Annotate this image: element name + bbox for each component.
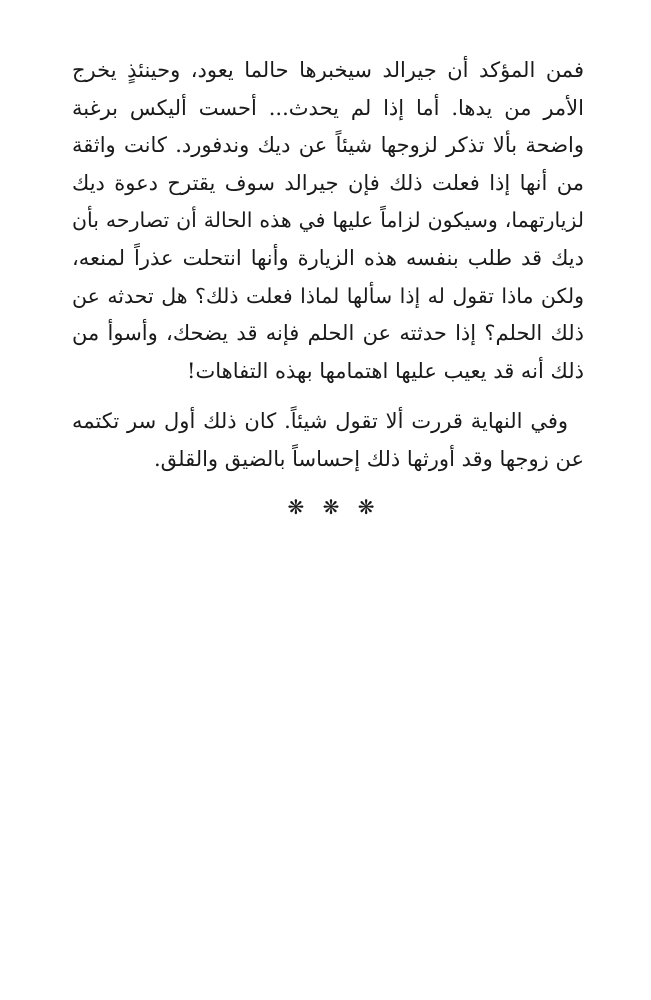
text-line: ذلك الحلم؟ إذا حدثته عن الحلم فإنه قد يضحك، وأسوأ من [72, 321, 584, 346]
text-line: عن زوجها وقد أورثها ذلك إحساساً بالضيق والقلق. [153, 446, 584, 471]
asterism-flower-icon: ❋ [287, 494, 305, 519]
section-separator [72, 495, 584, 519]
text-line: ذلك أنه قد يعيب عليها اهتمامها بهذه التفاهات! [187, 358, 584, 383]
text-line: فمن المؤكد أن جيرالد سيخبرها حالما يعود، وحينئذٍ يخرج [72, 58, 584, 82]
text-line: واضحة بألا تذكر لزوجها شيئاً عن ديك وندفورد. كانت واثقة [72, 133, 584, 158]
text-line: الأمر من يدها. أما إذا لم يحدث... أحست أليكس برغبة [72, 95, 584, 120]
paragraph-1 [72, 52, 584, 390]
text-line: وفي النهاية قررت ألا تقول شيئاً. كان ذلك أول سر تكتمه [72, 409, 568, 434]
text-line: ديك قد طلب بنفسه هذه الزيارة وأنها انتحلت عذراً لمنعه، [72, 245, 584, 270]
text-line: لزيارتهما، وسيكون لزاماً عليها في هذه الحالة أن تصارحه بأن [72, 208, 584, 233]
text-line: من أنها إذا فعلت ذلك فإن جيرالد سوف يقترح دعوة ديك [72, 170, 584, 195]
asterism-flower-icon: ❋ [357, 494, 375, 519]
book-page [72, 52, 584, 519]
text-line: ولكن ماذا تقول له إذا سألها لماذا فعلت ذلك؟ هل تحدثه عن [72, 283, 584, 308]
paragraph-2 [72, 403, 584, 478]
asterism-flower-icon: ❋ [322, 494, 340, 519]
